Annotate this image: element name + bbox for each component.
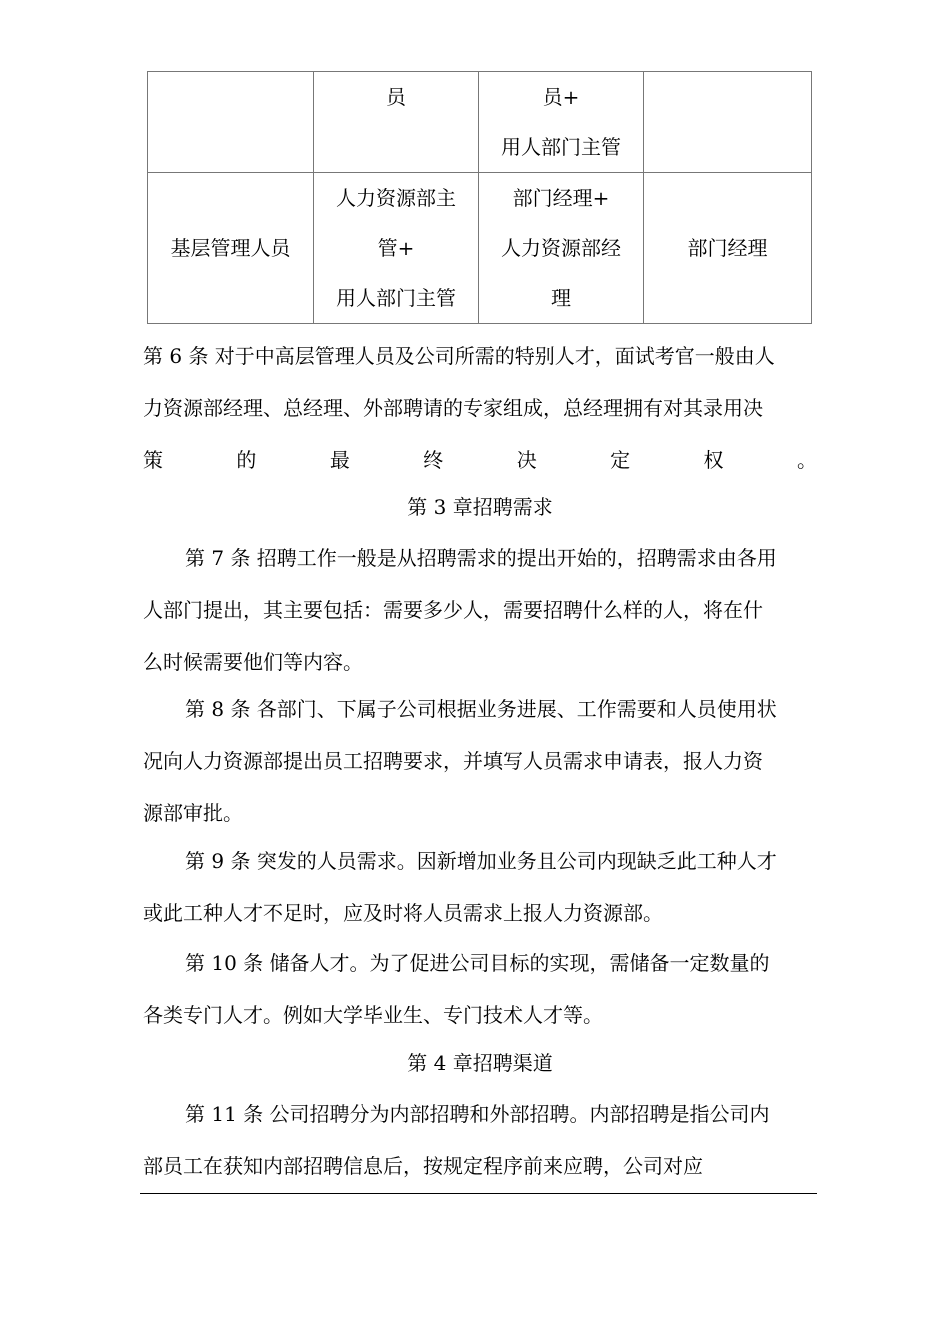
cell-line: 管+ (377, 236, 415, 260)
cell-line: 部门经理+ (512, 186, 610, 210)
table-cell-level (148, 72, 314, 173)
table-cell-reviewer (479, 173, 644, 324)
char: 权 (703, 448, 724, 472)
text-line: 第 6 条 对于中高层管理人员及公司所需的特别人才，面试考官一般由人 (143, 344, 775, 368)
article-9 (143, 835, 817, 939)
chapter-4-heading: 第 4 章招聘渠道 (407, 1051, 553, 1075)
table-row (148, 173, 812, 324)
char: 定 (610, 448, 631, 472)
cell-line: 员 (386, 85, 406, 109)
table-cell-reviewer (479, 72, 644, 173)
article-11 (143, 1088, 817, 1192)
table-cell-level: 基层管理人员 (148, 173, 314, 324)
char: 终 (423, 448, 444, 472)
cell-line: 人力资源部主 (336, 186, 456, 210)
text-line: 人部门提出，其主要包括：需要多少人，需要招聘什么样的人，将在什 (143, 598, 763, 622)
text-line: 第 8 条 各部门、下属子公司根据业务进展、工作需要和人员使用状 (185, 697, 777, 721)
text-line: 源部审批。 (143, 801, 243, 825)
text-line: 力资源部经理、总经理、外部聘请的专家组成，总经理拥有对其录用决 (143, 396, 763, 420)
article-7 (143, 532, 817, 688)
article-10 (143, 937, 817, 1041)
chapter-3-heading: 第 3 章招聘需求 (407, 495, 553, 519)
text-line: 第 7 条 招聘工作一般是从招聘需求的提出开始的，招聘需求由各用 (185, 546, 777, 570)
char: 。 (796, 448, 817, 472)
text-line: 况向人力资源部提出员工招聘要求，并填写人员需求申请表，报人力资 (143, 749, 763, 773)
cell-line: 人力资源部经 (501, 236, 621, 260)
table-cell-approver (644, 72, 812, 173)
footer-divider (140, 1193, 817, 1194)
char: 决 (516, 448, 537, 472)
text-line: 第 9 条 突发的人员需求。因新增加业务且公司内现缺乏此工种人才 (185, 849, 777, 873)
text-line-justified (143, 434, 817, 486)
char: 的 (236, 448, 257, 472)
table-cell-interviewer (314, 173, 479, 324)
table-cell-approver: 部门经理 (644, 173, 812, 324)
cell-line: 员+ (542, 85, 580, 109)
article-8 (143, 683, 817, 839)
text-line: 各类专门人才。例如大学毕业生、专门技术人才等。 (143, 1003, 603, 1027)
cell-line: 理 (551, 286, 571, 310)
text-line: 部员工在获知内部招聘信息后，按规定程序前来应聘，公司对应 (143, 1154, 703, 1178)
cell-line: 用人部门主管 (501, 135, 621, 159)
text-line: 第 11 条 公司招聘分为内部招聘和外部招聘。内部招聘是指公司内 (185, 1102, 770, 1126)
approval-table (147, 71, 812, 324)
char: 策 (143, 448, 163, 472)
article-6 (143, 330, 817, 486)
text-line: 或此工种人才不足时，应及时将人员需求上报人力资源部。 (143, 901, 663, 925)
text-line: 么时候需要他们等内容。 (143, 650, 363, 674)
text-line: 第 10 条 储备人才。为了促进公司目标的实现，需储备一定数量的 (185, 951, 770, 975)
cell-line: 用人部门主管 (336, 286, 456, 310)
char: 最 (329, 448, 350, 472)
table-cell-interviewer (314, 72, 479, 173)
table-row (148, 72, 812, 173)
